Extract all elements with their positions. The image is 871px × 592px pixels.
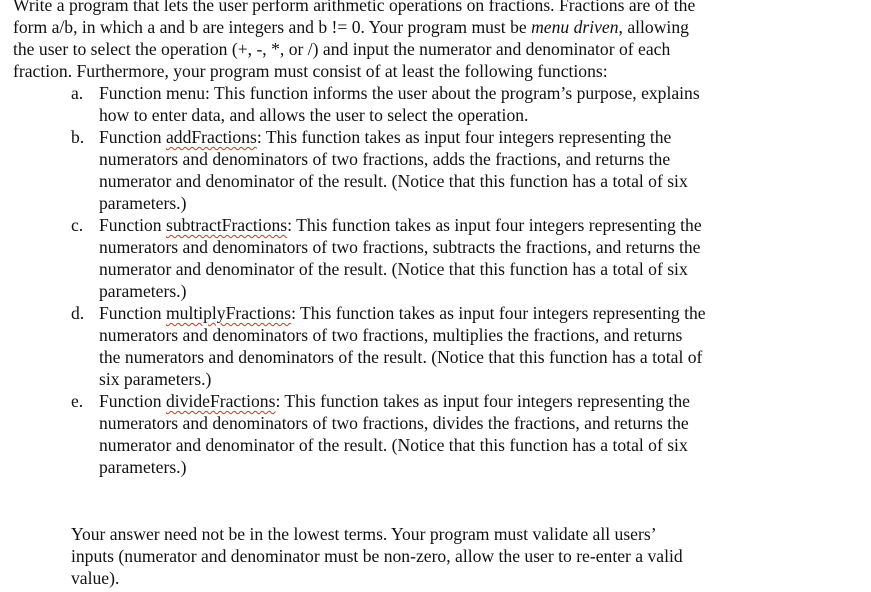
intro-line-3: the user to select the operation (+, -, *, or /) and input the numerator and denominator of each [13, 39, 671, 59]
item-d-line-1 [99, 302, 706, 324]
item-e-line-2: numerators and denominators of two fractions, divides the fractions, and returns the [99, 413, 689, 433]
item-c-line-4: parameters.) [99, 281, 187, 301]
item-e-line-1 [99, 390, 690, 412]
footer-line-2: inputs (numerator and denominator must be non-zero, allow the user to re-enter a valid [71, 546, 683, 566]
footer-line-3: value). [71, 568, 120, 588]
intro-line-2 [13, 16, 689, 38]
item-b-line-1 [99, 126, 671, 148]
item-e-rest: : This function takes as input four integers representing the [275, 391, 690, 411]
item-b-line-2: numerators and denominators of two fractions, adds the fractions, and returns the [99, 149, 671, 169]
item-e-line-4: parameters.) [99, 457, 187, 477]
item-c-rest: : This function takes as input four integers representing the [287, 215, 702, 235]
item-c-line-2: numerators and denominators of two fractions, subtracts the fractions, and returns the [99, 237, 701, 257]
list-marker-e: e. [71, 391, 84, 411]
item-e-lead: Function [99, 391, 166, 411]
item-b-rest: : This function takes as input four integers representing the [256, 127, 672, 147]
function-name-dividefractions: divideFractions [165, 391, 276, 411]
footer-line-1: Your answer need not be in the lowest terms. Your program must validate all users’ [71, 524, 657, 544]
menu-driven-emphasis: menu driven [531, 17, 619, 37]
item-a-line-2: how to enter data, and allows the user to select the operation. [99, 105, 529, 125]
item-d-lead: Function [99, 303, 166, 323]
item-c-lead: Function [99, 215, 166, 235]
list-marker-d: d. [71, 303, 85, 323]
list-marker-b: b. [71, 127, 85, 147]
intro-line-4: fraction. Furthermore, your program must consist of at least the following functions: [13, 61, 608, 81]
item-c-line-3: numerator and denominator of the result. (Notice that this function has a total of six [99, 259, 688, 279]
item-d-line-3: the numerators and denominators of the result. (Notice that this function has a total of [99, 347, 703, 367]
intro-line-2-end: , allowing [618, 17, 689, 37]
item-e-line-3: numerator and denominator of the result. (Notice that this function has a total of six [99, 435, 688, 455]
function-name-addfractions: addFractions [165, 127, 257, 147]
function-name-multiplyfractions: multiplyFractions [165, 303, 292, 323]
item-a-line-1: Function menu: This function informs the user about the program’s purpose, explains [99, 83, 700, 103]
function-name-subtractfractions: subtractFractions [165, 215, 288, 235]
item-d-rest: : This function takes as input four integers representing the [291, 303, 706, 323]
item-b-line-4: parameters.) [99, 193, 187, 213]
intro-line-2-text: form a/b, in which a and b are integers and b != 0. Your program must be [13, 17, 527, 37]
item-b-lead: Function [99, 127, 166, 147]
item-d-line-2: numerators and denominators of two fractions, multiplies the fractions, and returns [99, 325, 683, 345]
intro-line-1: Write a program that lets the user perform arithmetic operations on fractions. Fractions are of the [13, 0, 696, 15]
item-d-line-4: six parameters.) [99, 369, 212, 389]
list-marker-c: c. [71, 215, 84, 235]
item-c-line-1 [99, 214, 702, 236]
list-marker-a: a. [71, 83, 84, 103]
item-b-line-3: numerator and denominator of the result. (Notice that this function has a total of six [99, 171, 688, 191]
